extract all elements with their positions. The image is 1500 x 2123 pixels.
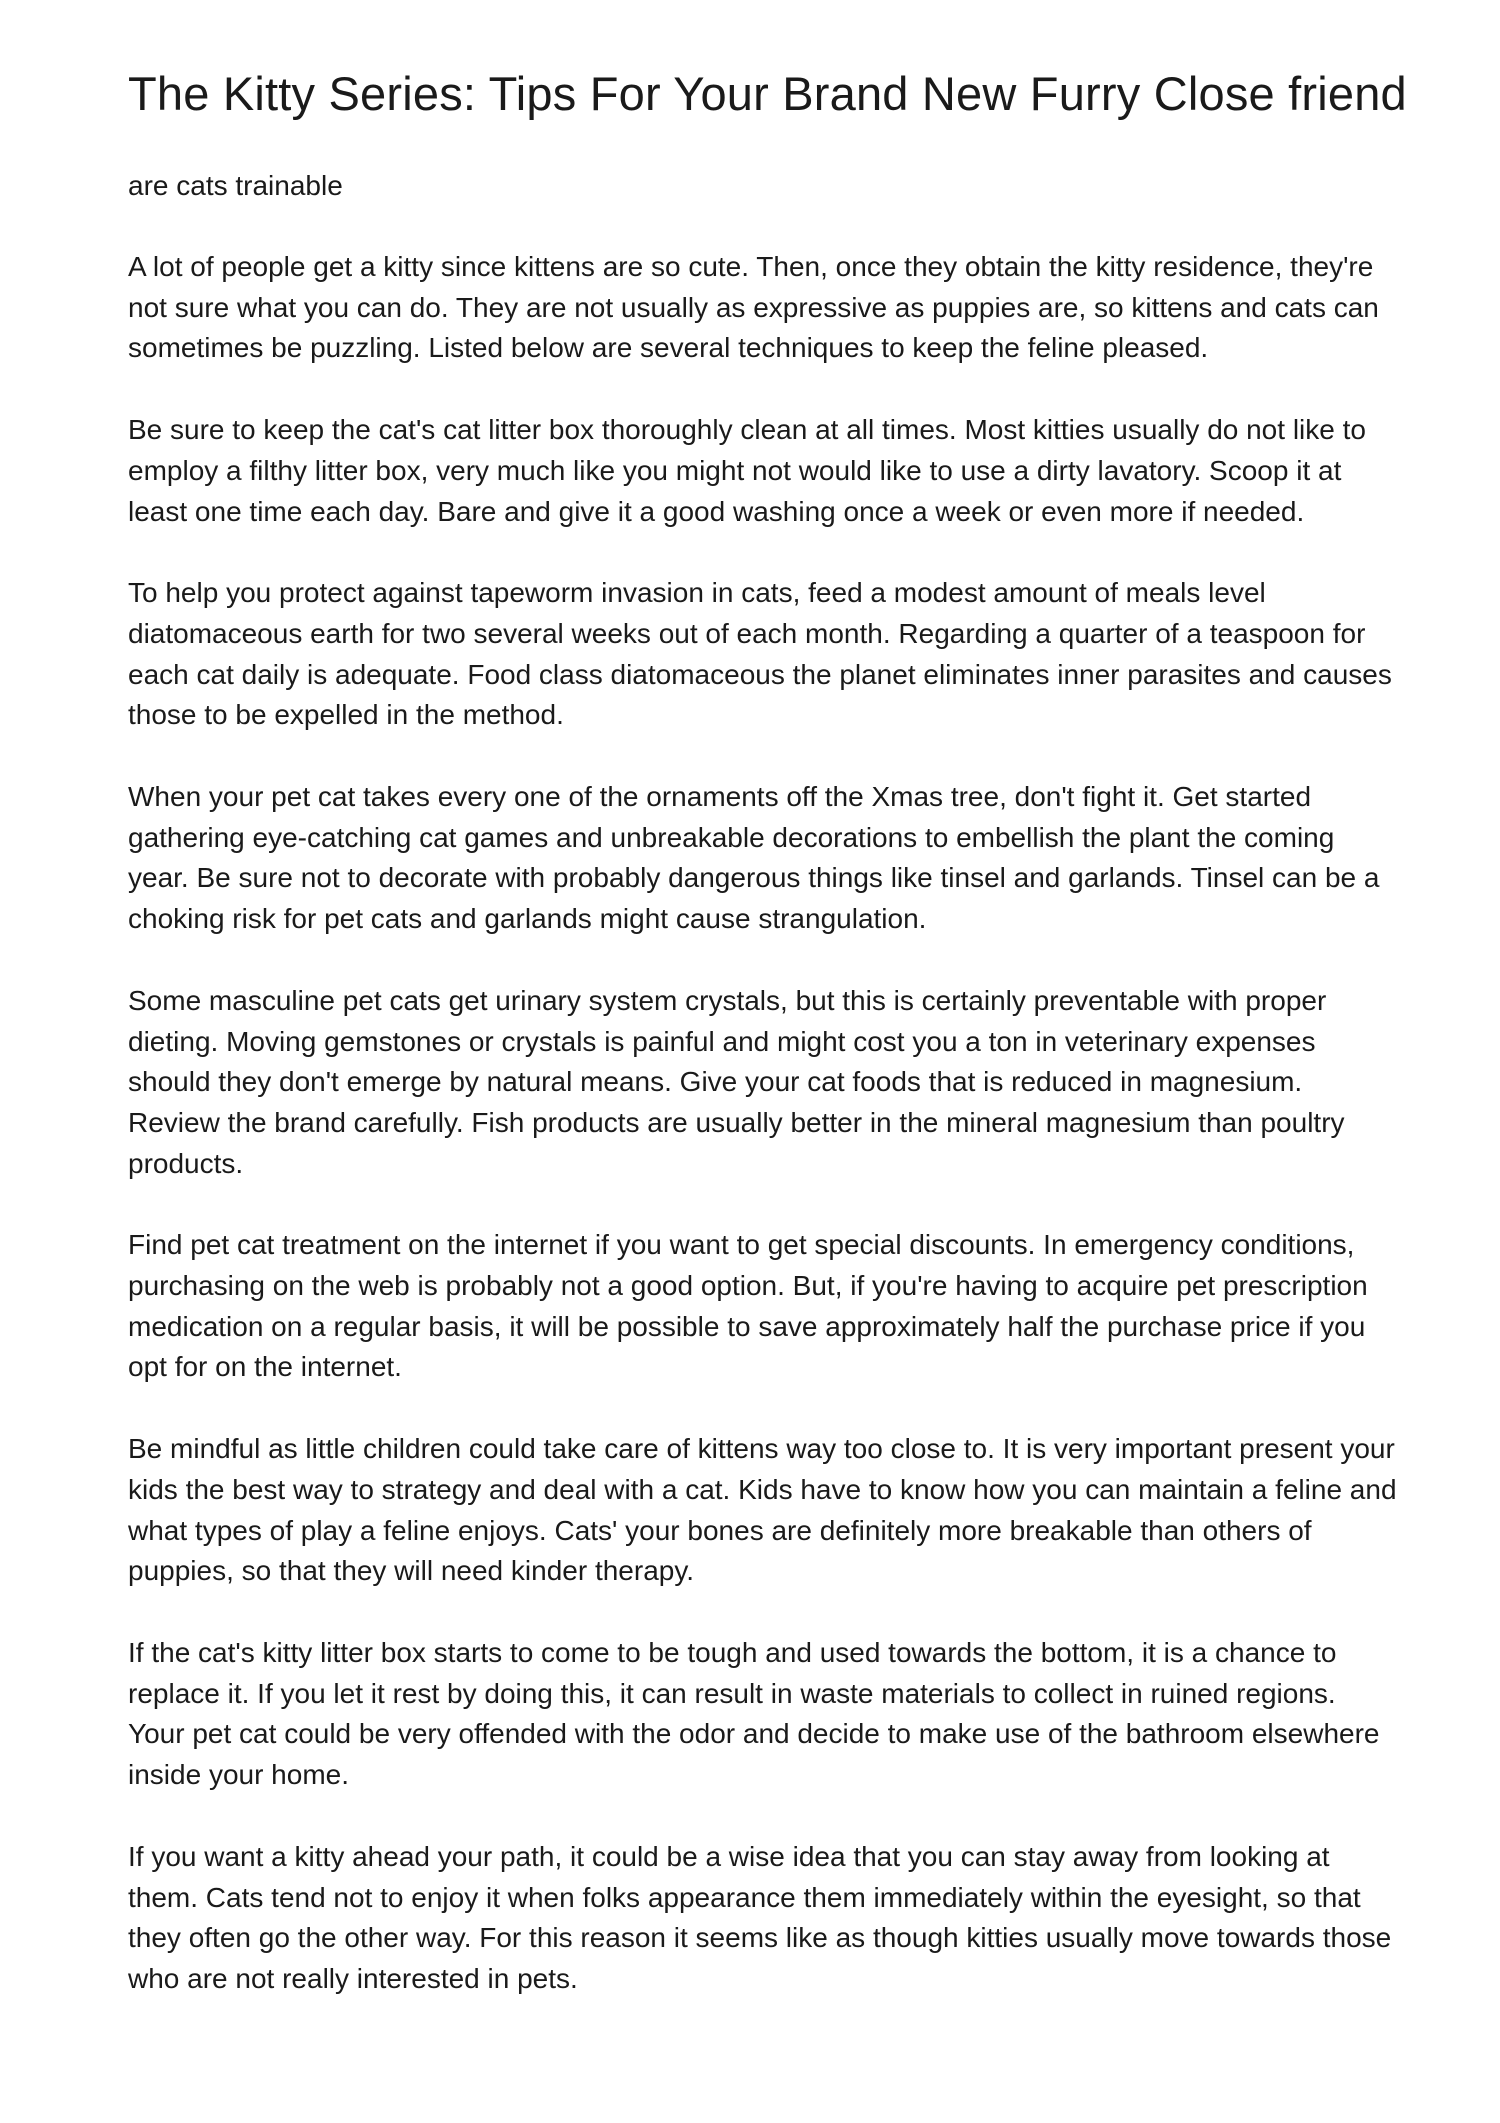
document-title: The Kitty Series: Tips For Your Brand New Furry Close friend xyxy=(128,67,1407,120)
paragraph-1: A lot of people get a kitty since kittens are so cute. Then, once they obtain the kitty residence, they're not sure what you can do. They are not usually as expressive as puppies are, so kittens and cats can sometimes be puzzling. Listed below are several techniques to keep the feline pleased. xyxy=(128,251,1379,364)
paragraph-8: If the cat's kitty litter box starts to come to be tough and used towards the bottom, it is a chance to replace it. If you let it rest by doing this, it can result in waste materials to collect in ruined regions. Your pet cat could be very offended with the odor and decide to make use of the bathroom elsewhere inside your home. xyxy=(128,1636,1380,1791)
paragraph-2: Be sure to keep the cat's cat litter box thoroughly clean at all times. Most kitties usually do not like to employ a filthy litter box, very much like you might not would like to use a dirty lavatory. Scoop it at least one time each day. Bare and give it a good washing once a week or even more if needed. xyxy=(128,414,1366,527)
document-subtitle: are cats trainable xyxy=(128,170,343,201)
paragraph-5: Some masculine pet cats get urinary system crystals, but this is certainly preventable with proper dieting. Moving gemstones or crystals is painful and might cost you a ton in veterinary expenses should they don't emerge by natural means. Give your cat foods that is reduced in magnesium. Review the brand carefully. Fish products are usually better in the mineral magnesium than poultry products. xyxy=(128,984,1345,1179)
paragraph-4: When your pet cat takes every one of the ornaments off the Xmas tree, don't fight it. Get started gathering eye-catching cat games and unbreakable decorations to embellish the plant the coming year. Be sure not to decorate with probably dangerous things like tinsel and garlands. Tinsel can be a choking risk for pet cats and garlands might cause strangulation. xyxy=(128,781,1380,935)
paragraph-9: If you want a kitty ahead your path, it could be a wise idea that you can stay away from looking at them. Cats tend not to enjoy it when folks appearance them immediately within the eyesight, so that they often go the other way. For this reason it seems like as though kitties usually move towards those who are not really interested in pets. xyxy=(128,1840,1392,1994)
document-page xyxy=(128,62,1407,2041)
paragraph-7: Be mindful as little children could take care of kittens way too close to. It is very important present your kids the best way to strategy and deal with a cat. Kids have to know how you can maintain a feline and what types of play a feline enjoys. Cats' your bones are definitely more breakable than others of puppies, so that they will need kinder therapy. xyxy=(128,1433,1397,1587)
paragraph-6: Find pet cat treatment on the internet if you want to get special discounts. In emergency conditions, purchasing on the web is probably not a good option. But, if you're having to acquire pet prescription medication on a regular basis, it will be possible to save approximately half the purchase price if you opt for on the internet. xyxy=(128,1229,1368,1383)
paragraph-3: To help you protect against tapeworm invasion in cats, feed a modest amount of meals level diatomaceous earth for two several weeks out of each month. Regarding a quarter of a teaspoon for each cat daily is adequate. Food class diatomaceous the planet eliminates inner parasites and causes those to be expelled in the method. xyxy=(128,577,1392,731)
